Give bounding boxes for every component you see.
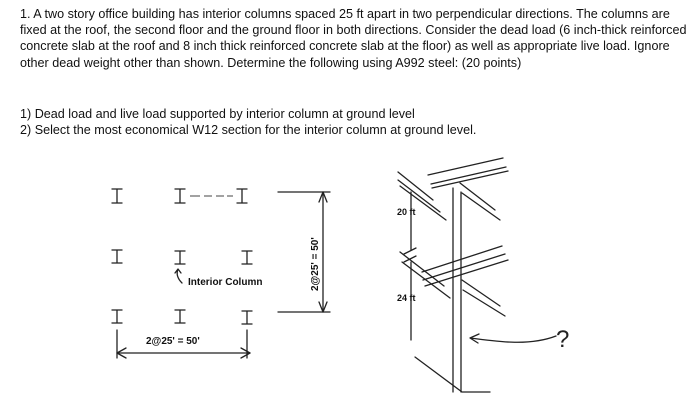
top-story-height-label: 20 ft [397, 207, 416, 217]
column-symbol [112, 310, 122, 323]
horizontal-dimension-label: 2@25' = 50' [146, 336, 200, 347]
interior-column-symbol [175, 251, 185, 264]
bottom-story-height-label: 24 ft [397, 293, 416, 303]
query-mark: ? [556, 326, 570, 353]
floor-beam-cross [462, 280, 505, 316]
elevation-column [453, 188, 461, 392]
roof-beam [428, 158, 508, 188]
roof-beam-cross [460, 183, 500, 220]
column-symbol [175, 310, 185, 323]
column-symbol [175, 189, 185, 203]
task-item: 1) Dead load and live load supported by interior column at ground level [20, 107, 415, 121]
interior-arrow [175, 269, 182, 283]
column-symbol [237, 189, 247, 203]
floor-beam-cross [400, 252, 450, 298]
plan-view [112, 189, 330, 358]
vertical-dimension-label: 2@25' = 50' [310, 237, 321, 291]
column-symbol [242, 251, 252, 264]
vertical-extension-lines [278, 192, 330, 312]
floor-beam [422, 246, 508, 286]
problem-statement: 1. A two story office building has interior columns spaced 25 ft apart in two perpendicular directions. The columns are fixed at the roof, the second floor and the ground floor in both directions. Consider the dead load (6 inch-thick reinforced concrete slab at the roof and 8 inch thick reinforced concrete slab at the floor) as well as appropriate live load. Ignore other dead weight other than shown. Determine the following using A992 steel: (20 points) [20, 7, 687, 70]
column-symbol [242, 311, 252, 324]
interior-column-label: Interior Column [188, 277, 263, 288]
column-symbol [112, 250, 122, 263]
elevation-view [397, 158, 569, 392]
query-arrow [470, 334, 556, 343]
column-symbol [112, 189, 122, 203]
task-item: 2) Select the most economical W12 section for the interior column at ground level. [20, 123, 477, 138]
